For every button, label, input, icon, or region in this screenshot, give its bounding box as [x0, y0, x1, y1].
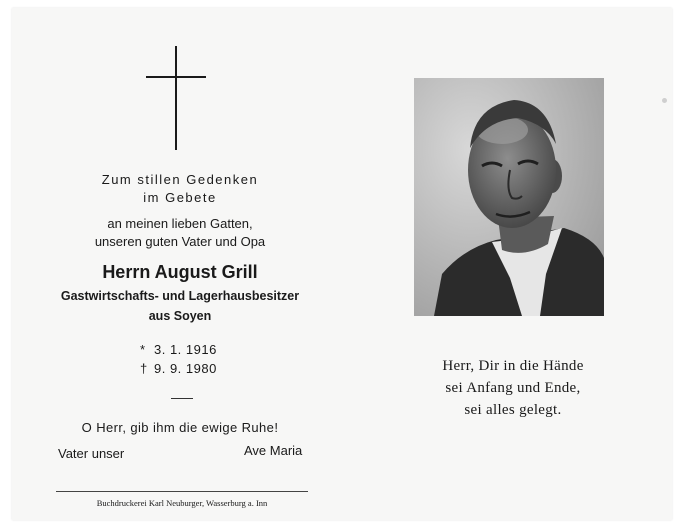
verse-line-2: sei Anfang und Ende,: [445, 380, 581, 396]
cross-horizontal-bar: [146, 76, 206, 78]
death-symbol: †: [140, 361, 148, 376]
death-date: 9. 9. 1980: [154, 361, 217, 376]
intro-line-1: an meinen lieben Gatten,: [107, 216, 253, 231]
printer-rule: [56, 491, 308, 492]
occupation: Gastwirtschafts- und Lagerhausbesitzer: [60, 289, 300, 303]
verse-line-3: sei alles gelegt.: [464, 402, 562, 418]
deceased-name: Herrn August Grill: [102, 262, 258, 282]
cross-vertical-bar: [175, 46, 177, 150]
printer-credit: Buchdruckerei Karl Neuburger, Wasserburg a. Inn: [96, 498, 268, 508]
heading-line-1: Zum stillen Gedenken: [101, 172, 259, 187]
prayer-ave-maria: Ave Maria: [244, 443, 303, 458]
verse-line-1: Herr, Dir in die Hände: [442, 358, 584, 374]
heading-line-2: im Gebete: [143, 190, 217, 205]
birth-date: 3. 1. 1916: [154, 342, 217, 357]
prayer-line: O Herr, gib ihm die ewige Ruhe!: [81, 420, 279, 435]
place: aus Soyen: [148, 309, 212, 323]
divider-dash: [171, 398, 193, 399]
birth-symbol: *: [140, 342, 146, 357]
birth-line: [140, 342, 217, 357]
paper-speck: [662, 98, 667, 103]
portrait-drawing: [414, 78, 604, 316]
prayer-vater-unser: Vater unser: [58, 446, 125, 461]
portrait-photo: [414, 78, 604, 316]
cross-icon: [146, 46, 206, 150]
death-line: [140, 361, 217, 376]
intro-line-2: unseren guten Vater und Opa: [94, 234, 266, 249]
